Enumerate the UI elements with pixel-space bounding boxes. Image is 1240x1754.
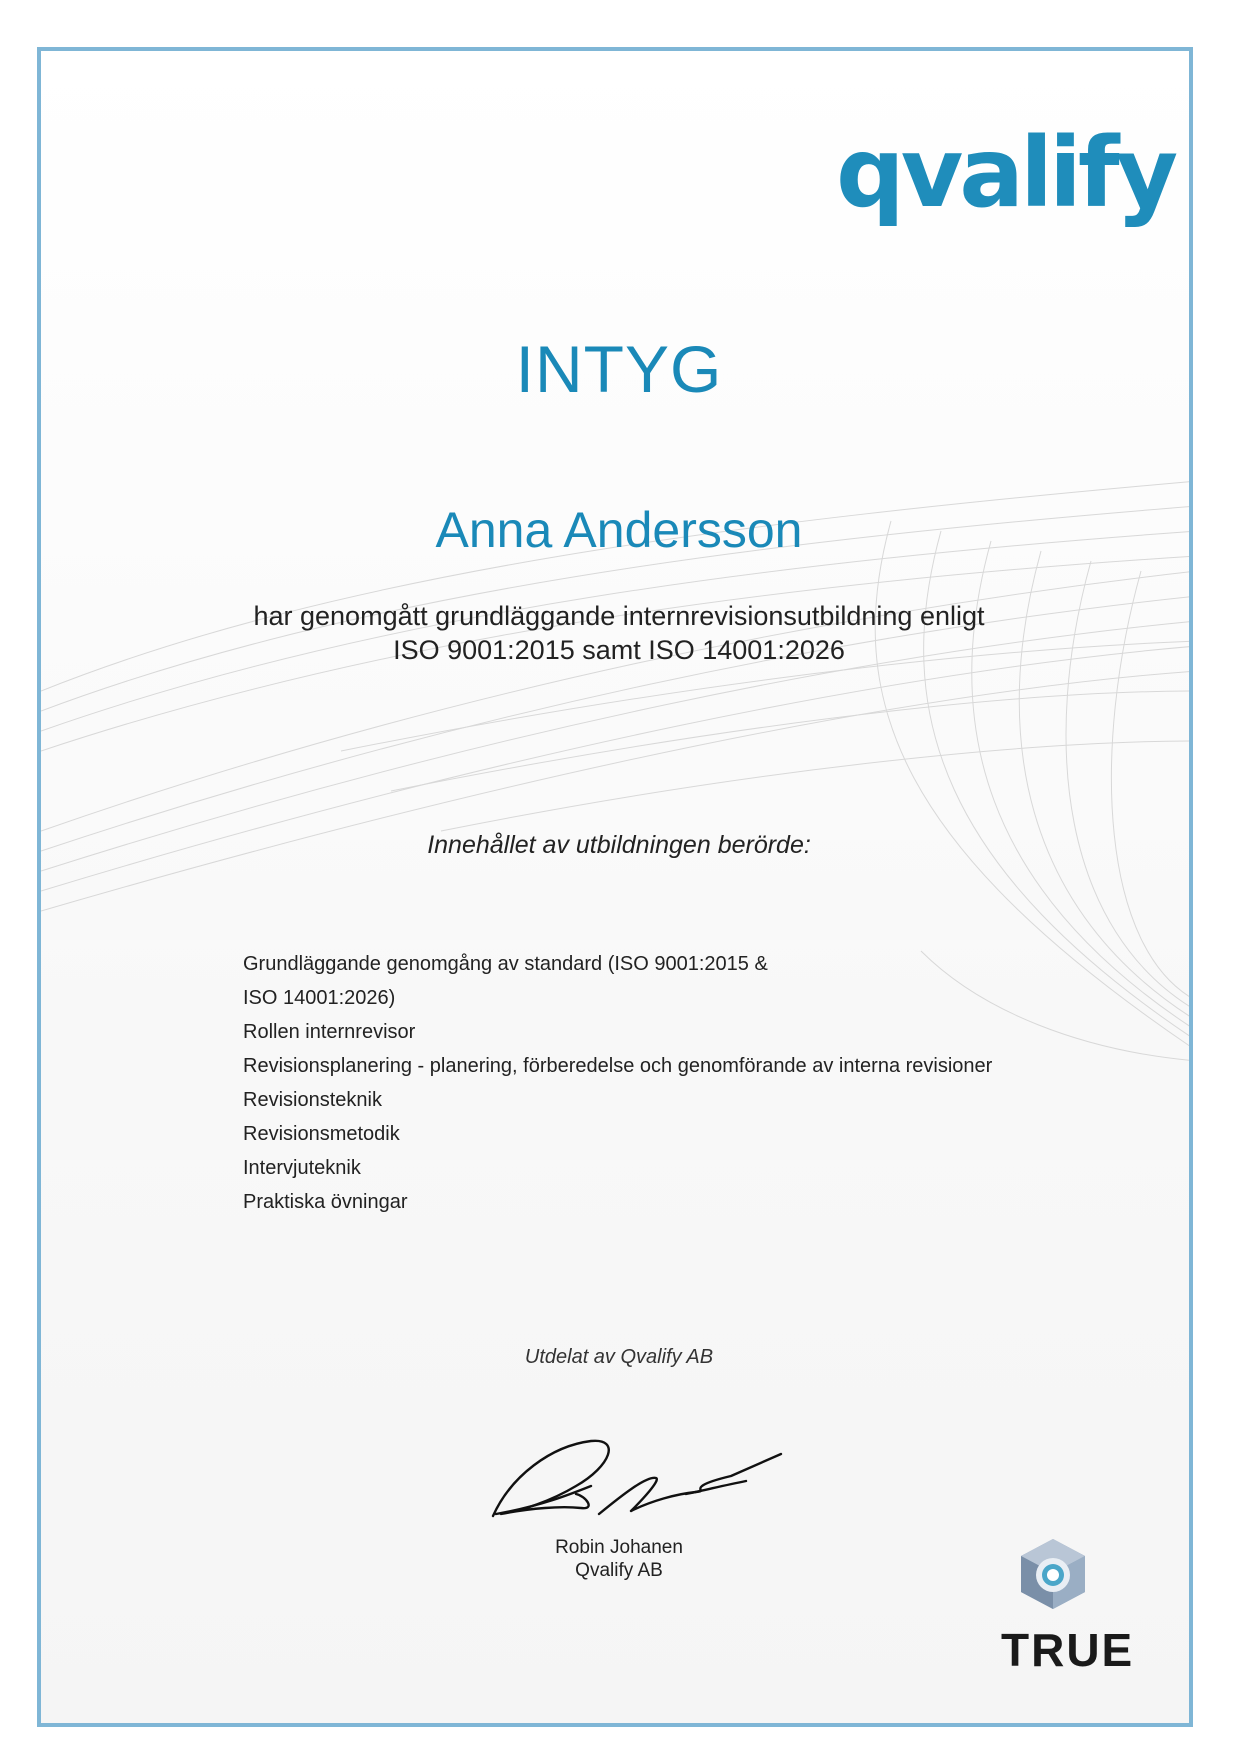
list-item: Grundläggande genomgång av standard (ISO 9001:2015 &	[243, 953, 768, 975]
handwritten-signature	[481, 1416, 791, 1526]
description-line-2: ISO 9001:2015 samt ISO 14001:2026	[393, 635, 845, 665]
certificate-frame	[37, 47, 1193, 1727]
issued-by: Utdelat av Qvalify AB	[524, 1346, 714, 1368]
description-line-1: har genomgått grundläggande internrevisionsutbildning enligt	[253, 601, 985, 631]
qvalify-logo: qvalify	[836, 117, 1175, 229]
topic-list	[243, 947, 1083, 1219]
list-item: Praktiska övningar	[243, 1191, 408, 1213]
list-item: Revisionsplanering - planering, förberedelse och genomförande av interna revisioner	[243, 1055, 993, 1077]
list-item: Intervjuteknik	[243, 1157, 361, 1179]
certificate-description	[41, 599, 1193, 667]
certificate-title: INTYG	[515, 332, 723, 406]
cube-logo-icon	[1017, 1537, 1089, 1611]
true-badge-text: TRUE	[1001, 1624, 1135, 1676]
list-item: Revisionsteknik	[243, 1089, 382, 1111]
list-item: ISO 14001:2026)	[243, 987, 396, 1009]
list-item: Rollen internrevisor	[243, 1021, 416, 1043]
list-item: Revisionsmetodik	[243, 1123, 400, 1145]
content-heading: Innehållet av utbildningen berörde:	[427, 831, 811, 859]
recipient-name: Anna Andersson	[435, 502, 803, 558]
signer-company: Qvalify AB	[575, 1560, 663, 1581]
signer-name: Robin Johanen	[555, 1537, 683, 1558]
